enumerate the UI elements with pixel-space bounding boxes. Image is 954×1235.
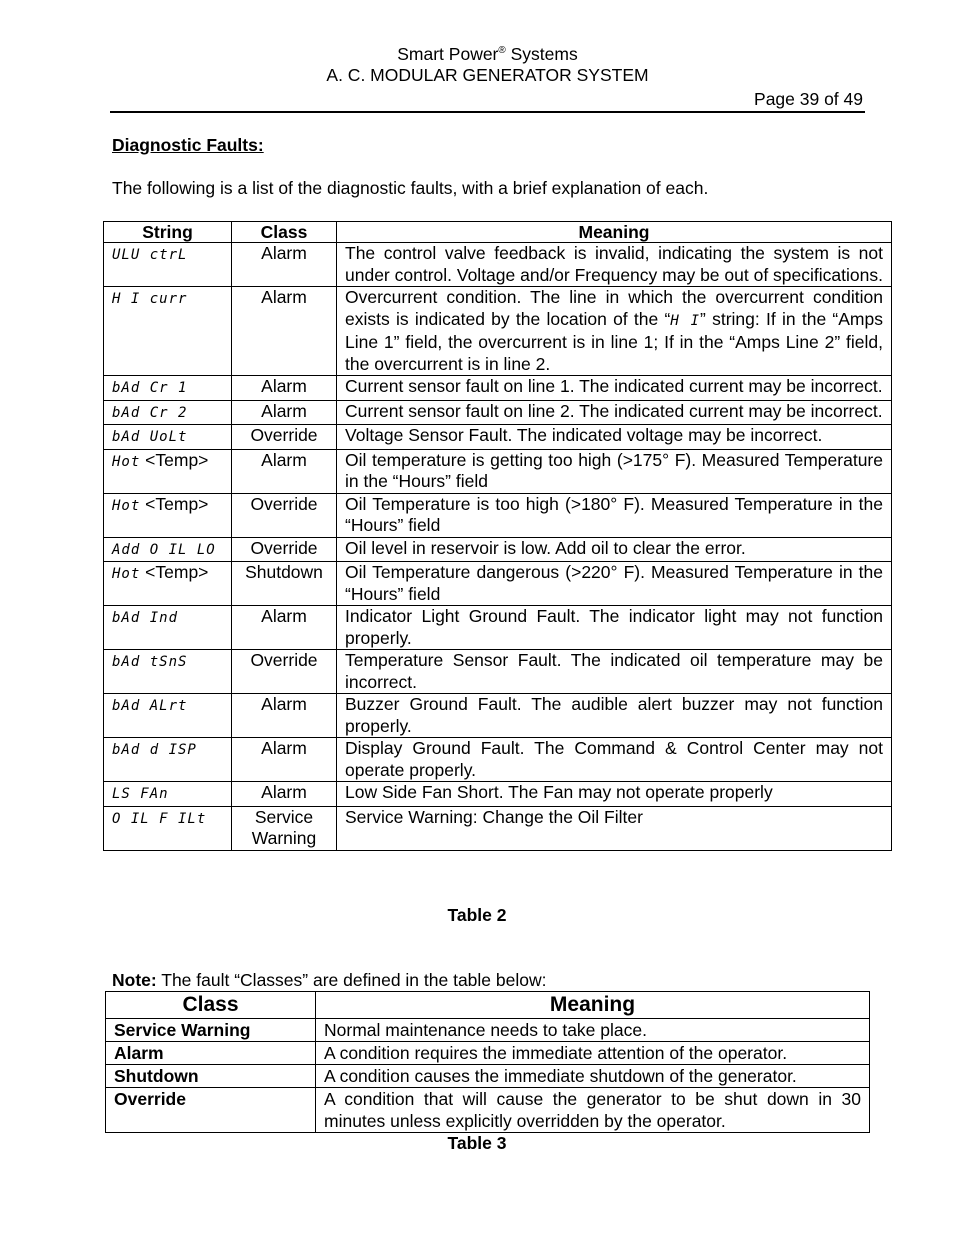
fault-meaning: [337, 287, 892, 376]
fault-code: bAd d ISP: [112, 742, 197, 758]
fault-code: bAd Cr 1: [112, 380, 188, 396]
fault-code: Hot: [112, 497, 141, 514]
fault-row: [104, 606, 892, 650]
fault-string: [104, 376, 232, 401]
fault-class: Alarm: [232, 738, 337, 782]
fault-string: [104, 738, 232, 782]
fault-string: [104, 694, 232, 738]
fault-class: Alarm: [232, 243, 337, 287]
fault-meaning: Buzzer Ground Fault. The audible alert buzzer may not function properly.: [337, 694, 892, 738]
fault-string: [104, 650, 232, 694]
fault-code-suffix: <Temp>: [140, 493, 209, 514]
fault-meaning: Oil Temperature dangerous (>220° F). Measured Temperature in the “Hours” field: [337, 562, 892, 606]
fault-meaning: Voltage Sensor Fault. The indicated voltage may be incorrect.: [337, 425, 892, 450]
class-row: [106, 1042, 870, 1065]
note-text: The fault “Classes” are defined in the table below:: [156, 970, 547, 990]
fault-meaning: Temperature Sensor Fault. The indicated oil temperature may be incorrect.: [337, 650, 892, 694]
fault-class: Alarm: [232, 606, 337, 650]
fault-string: [104, 562, 232, 606]
class-name: Shutdown: [106, 1065, 316, 1088]
fault-meaning: The control valve feedback is invalid, indicating the system is not under control. Voltage and/or Frequency may be out of specifications.: [337, 243, 892, 287]
fault-string: [104, 606, 232, 650]
class-meaning: Normal maintenance needs to take place.: [316, 1019, 870, 1042]
header-brand: Smart Power: [397, 44, 499, 64]
class-row: [106, 1088, 870, 1133]
fault-row: [104, 376, 892, 401]
fault-code: H I curr: [112, 291, 188, 307]
fault-meaning-text: Overcurrent condition. The line in which the overcurrent condition exists is indicated by the location of the “: [345, 287, 883, 329]
class-row: [106, 1065, 870, 1088]
fault-meaning: Display Ground Fault. The Command & Control Center may not operate properly.: [337, 738, 892, 782]
fault-row: [104, 782, 892, 807]
fault-class: Alarm: [232, 782, 337, 807]
faults-table: [103, 221, 892, 851]
fault-row: [104, 562, 892, 606]
fault-meaning: Service Warning: Change the Oil Filter: [337, 806, 892, 850]
fault-meaning: Low Side Fan Short. The Fan may not operate properly: [337, 782, 892, 807]
table2-caption: Table 2: [447, 905, 507, 925]
class-name: Alarm: [106, 1042, 316, 1065]
fault-class: Alarm: [232, 287, 337, 376]
header-brand-suffix: Systems: [505, 44, 578, 64]
note-paragraph: [112, 970, 546, 991]
fault-string: [104, 449, 232, 493]
fault-code: bAd Cr 2: [112, 404, 188, 421]
fault-meaning: Oil level in reservoir is low. Add oil to clear the error.: [337, 537, 892, 562]
class-row: [106, 1019, 870, 1042]
fault-row: [104, 243, 892, 287]
header-class: Class: [106, 992, 316, 1019]
fault-row: [104, 493, 892, 537]
header-rule: [110, 111, 865, 113]
fault-row: [104, 449, 892, 493]
fault-code: Hot: [112, 453, 141, 470]
fault-row: [104, 650, 892, 694]
page-header: [110, 44, 865, 86]
fault-string: [104, 782, 232, 807]
classes-table-body: [106, 1019, 870, 1133]
fault-code: bAd UoLt: [112, 429, 188, 445]
fault-code-suffix: <Temp>: [140, 562, 209, 582]
fault-code: LS FAn: [112, 786, 169, 802]
fault-string: [104, 243, 232, 287]
table3-caption: Table 3: [447, 1133, 507, 1153]
fault-meaning-text: ” string: If in the “Amps Line 1” field, the overcurrent is in line 1; If in the “Amps Line 2” field, the overcurrent is in line 2.: [345, 308, 883, 374]
fault-meaning-code: H I: [670, 312, 701, 329]
fault-code: Hot: [112, 566, 141, 582]
class-name: Service Warning: [106, 1019, 316, 1042]
fault-class: Alarm: [232, 694, 337, 738]
fault-class: Override: [232, 493, 337, 537]
fault-row: [104, 400, 892, 425]
header-meaning: Meaning: [316, 992, 870, 1019]
header-string: String: [104, 222, 232, 243]
fault-code: ULU ctrL: [112, 247, 188, 263]
fault-string: [104, 425, 232, 450]
registered-mark: ®: [498, 45, 506, 57]
faults-table-header: [104, 222, 892, 243]
header-line2: A. C. MODULAR GENERATOR SYSTEM: [326, 65, 649, 85]
fault-row: [104, 425, 892, 450]
fault-row: [104, 537, 892, 562]
fault-class: Alarm: [232, 376, 337, 401]
fault-meaning: Current sensor fault on line 2. The indicated current may be incorrect.: [337, 400, 892, 425]
faults-table-body: [104, 243, 892, 851]
fault-string: [104, 806, 232, 850]
fault-row: [104, 287, 892, 376]
fault-row: [104, 694, 892, 738]
fault-class: Service Warning: [232, 806, 337, 850]
fault-code: O IL F ILt: [112, 810, 207, 827]
class-meaning: A condition requires the immediate attention of the operator.: [316, 1042, 870, 1065]
class-name: Override: [106, 1088, 316, 1133]
intro-paragraph: The following is a list of the diagnostic faults, with a brief explanation of each.: [112, 178, 709, 198]
fault-meaning: Indicator Light Ground Fault. The indicator light may not function properly.: [337, 606, 892, 650]
header-line1: [110, 44, 865, 65]
fault-class: Alarm: [232, 449, 337, 493]
fault-meaning: Oil temperature is getting too high (>175° F). Measured Temperature in the “Hours” field: [337, 449, 892, 493]
classes-table: [105, 991, 870, 1133]
fault-row: [104, 806, 892, 850]
header-meaning: Meaning: [337, 222, 892, 243]
fault-class: Shutdown: [232, 562, 337, 606]
fault-string: [104, 493, 232, 537]
fault-class: Override: [232, 425, 337, 450]
fault-code: bAd ALrt: [112, 698, 188, 714]
fault-class: Alarm: [232, 400, 337, 425]
note-label: Note:: [112, 970, 157, 990]
page-number: Page 39 of 49: [754, 89, 863, 109]
fault-code-suffix: <Temp>: [140, 449, 209, 470]
fault-code: Add O IL LO: [112, 541, 216, 558]
section-title: Diagnostic Faults:: [112, 135, 264, 155]
fault-string: [104, 400, 232, 425]
fault-code: bAd Ind: [112, 610, 179, 626]
fault-class: Override: [232, 650, 337, 694]
fault-code: bAd tSnS: [112, 654, 188, 670]
class-meaning: A condition that will cause the generator to be shut down in 30 minutes unless explicitly overridden by the operator.: [316, 1088, 870, 1133]
header-class: Class: [232, 222, 337, 243]
classes-table-header: [106, 992, 870, 1019]
fault-meaning: Oil Temperature is too high (>180° F). Measured Temperature in the “Hours” field: [337, 493, 892, 537]
fault-string: [104, 537, 232, 562]
fault-class: Override: [232, 537, 337, 562]
class-meaning: A condition causes the immediate shutdown of the generator.: [316, 1065, 870, 1088]
fault-meaning: Current sensor fault on line 1. The indicated current may be incorrect.: [337, 376, 892, 401]
fault-row: [104, 738, 892, 782]
fault-string: [104, 287, 232, 376]
